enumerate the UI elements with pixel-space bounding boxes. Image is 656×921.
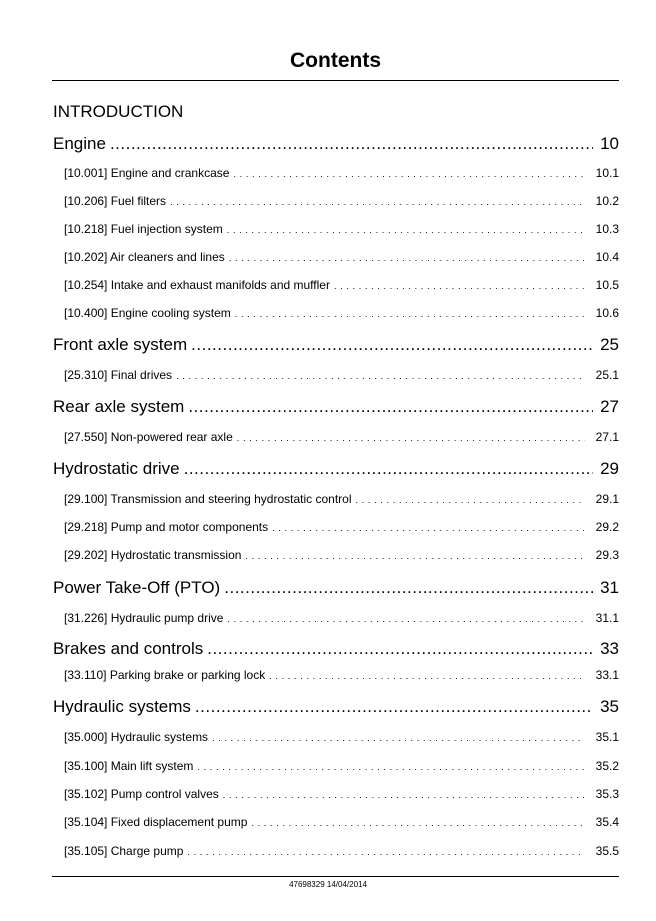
toc-chapter-entry[interactable] (53, 133, 619, 155)
dot-leader (229, 249, 585, 266)
toc-page-number: 27 (600, 397, 619, 416)
toc-section-entry[interactable] (64, 367, 619, 384)
toc-section-entry[interactable] (64, 277, 619, 294)
toc-section-entry[interactable] (64, 729, 619, 746)
toc-entry-label: [27.550] Non-powered rear axle (64, 430, 233, 444)
dot-leader (269, 667, 585, 684)
toc-section-entry[interactable] (64, 547, 619, 564)
toc-section-entry[interactable] (64, 814, 619, 831)
toc-chapter-entry[interactable] (53, 396, 619, 418)
toc-page-number: 35.4 (595, 815, 619, 829)
toc-entry-label: [35.104] Fixed displacement pump (64, 815, 248, 829)
toc-page-number: 31.1 (595, 611, 619, 625)
toc-entry-label: Front axle system (53, 335, 188, 354)
toc-chapter-entry[interactable] (53, 334, 619, 356)
dot-leader (212, 729, 585, 746)
toc-page-number: 33.1 (595, 668, 619, 682)
toc-section-entry[interactable] (64, 843, 619, 860)
toc-page-number: 10 (600, 134, 619, 153)
dot-leader (227, 221, 585, 238)
page-title: Contents (290, 49, 381, 72)
dot-leader (251, 814, 585, 831)
toc-page-number: 35.3 (595, 787, 619, 801)
page-footer: 47698329 14/04/2014 (289, 880, 367, 889)
dot-leader (272, 519, 585, 536)
toc-page-number: 10.2 (595, 194, 619, 208)
toc-entry-label: [29.218] Pump and motor components (64, 520, 269, 534)
toc-entry-label: [33.110] Parking brake or parking lock (64, 668, 266, 682)
dot-leader (191, 334, 593, 356)
toc-section-entry[interactable] (64, 491, 619, 508)
toc-entry-label: [29.202] Hydrostatic transmission (64, 548, 242, 562)
toc-page-number: 29.1 (595, 492, 619, 506)
toc-entry-label: [10.206] Fuel filters (64, 194, 167, 208)
toc-section-entry[interactable] (64, 193, 619, 210)
toc-entry-label: [10.400] Engine cooling system (64, 306, 231, 320)
toc-section-entry[interactable] (64, 305, 619, 322)
dot-leader (170, 193, 585, 210)
toc-chapter-entry[interactable] (53, 458, 619, 480)
toc-page-number: 10.5 (595, 278, 619, 292)
toc-chapter-entry[interactable] (53, 638, 619, 660)
toc-section-entry[interactable] (64, 610, 619, 627)
toc-page-number: 29.3 (595, 548, 619, 562)
toc-section-entry[interactable] (64, 667, 619, 684)
toc-page-number: 35.2 (595, 759, 619, 773)
toc-entry-label: [29.100] Transmission and steering hydrostatic control (64, 492, 352, 506)
dot-leader (233, 165, 585, 182)
toc-entry-label: Rear axle system (53, 397, 185, 416)
toc-page-number: 35.5 (595, 844, 619, 858)
toc-entry-label: [25.310] Final drives (64, 368, 173, 382)
toc-section-entry[interactable] (64, 786, 619, 803)
toc-entry-label: [31.226] Hydraulic pump drive (64, 611, 224, 625)
toc-page-number: 35.1 (595, 730, 619, 744)
dot-leader (207, 638, 593, 660)
toc-page-number: 33 (600, 639, 619, 658)
toc-chapter-entry[interactable] (53, 577, 619, 599)
dot-leader (223, 786, 585, 803)
toc-introduction-link[interactable]: INTRODUCTION (53, 102, 184, 121)
toc-page-number: 31 (600, 578, 619, 597)
toc-entry-label: [35.100] Main lift system (64, 759, 194, 773)
toc-page-number: 25.1 (595, 368, 619, 382)
toc-page-number: 27.1 (595, 430, 619, 444)
dot-leader (197, 758, 585, 775)
toc-entry-label: Brakes and controls (53, 639, 204, 658)
dot-leader (227, 610, 585, 627)
top-divider (52, 80, 619, 81)
toc-entry-label: [10.218] Fuel injection system (64, 222, 223, 236)
toc-entry-label: Hydraulic systems (53, 697, 191, 716)
dot-leader (334, 277, 585, 294)
toc-entry-label: [10.202] Air cleaners and lines (64, 250, 225, 264)
toc-entry-label: [10.254] Intake and exhaust manifolds and muffler (64, 278, 330, 292)
toc-entry-label: [35.102] Pump control valves (64, 787, 219, 801)
toc-section-entry[interactable] (64, 758, 619, 775)
toc-entry-label: [35.000] Hydraulic systems (64, 730, 209, 744)
toc-section-entry[interactable] (64, 519, 619, 536)
toc-page-number: 35 (600, 697, 619, 716)
toc-chapter-entry[interactable] (53, 696, 619, 718)
toc-page-number: 10.1 (595, 166, 619, 180)
toc-section-entry[interactable] (64, 429, 619, 446)
dot-leader (176, 367, 585, 384)
toc-section-entry[interactable] (64, 165, 619, 182)
toc-section-entry[interactable] (64, 249, 619, 266)
dot-leader (110, 133, 593, 155)
toc-entry-label: [35.105] Charge pump (64, 844, 184, 858)
toc-entry-label: Engine (53, 134, 106, 153)
dot-leader (237, 429, 585, 446)
dot-leader (184, 458, 593, 480)
dot-leader (355, 491, 585, 508)
dot-leader (195, 696, 593, 718)
toc-section-entry[interactable] (64, 221, 619, 238)
bottom-divider (52, 876, 619, 877)
toc-page-number: 10.6 (595, 306, 619, 320)
toc-page-number: 29.2 (595, 520, 619, 534)
toc-entry-label: Hydrostatic drive (53, 459, 180, 478)
dot-leader (245, 547, 585, 564)
toc-page-number: 25 (600, 335, 619, 354)
toc-page-number: 10.4 (595, 250, 619, 264)
dot-leader (187, 843, 585, 860)
toc-page-number: 29 (600, 459, 619, 478)
toc-entry-label: [10.001] Engine and crankcase (64, 166, 230, 180)
dot-leader (224, 577, 593, 599)
dot-leader (235, 305, 585, 322)
toc-page-number: 10.3 (595, 222, 619, 236)
dot-leader (188, 396, 593, 418)
toc-entry-label: Power Take-Off (PTO) (53, 578, 221, 597)
